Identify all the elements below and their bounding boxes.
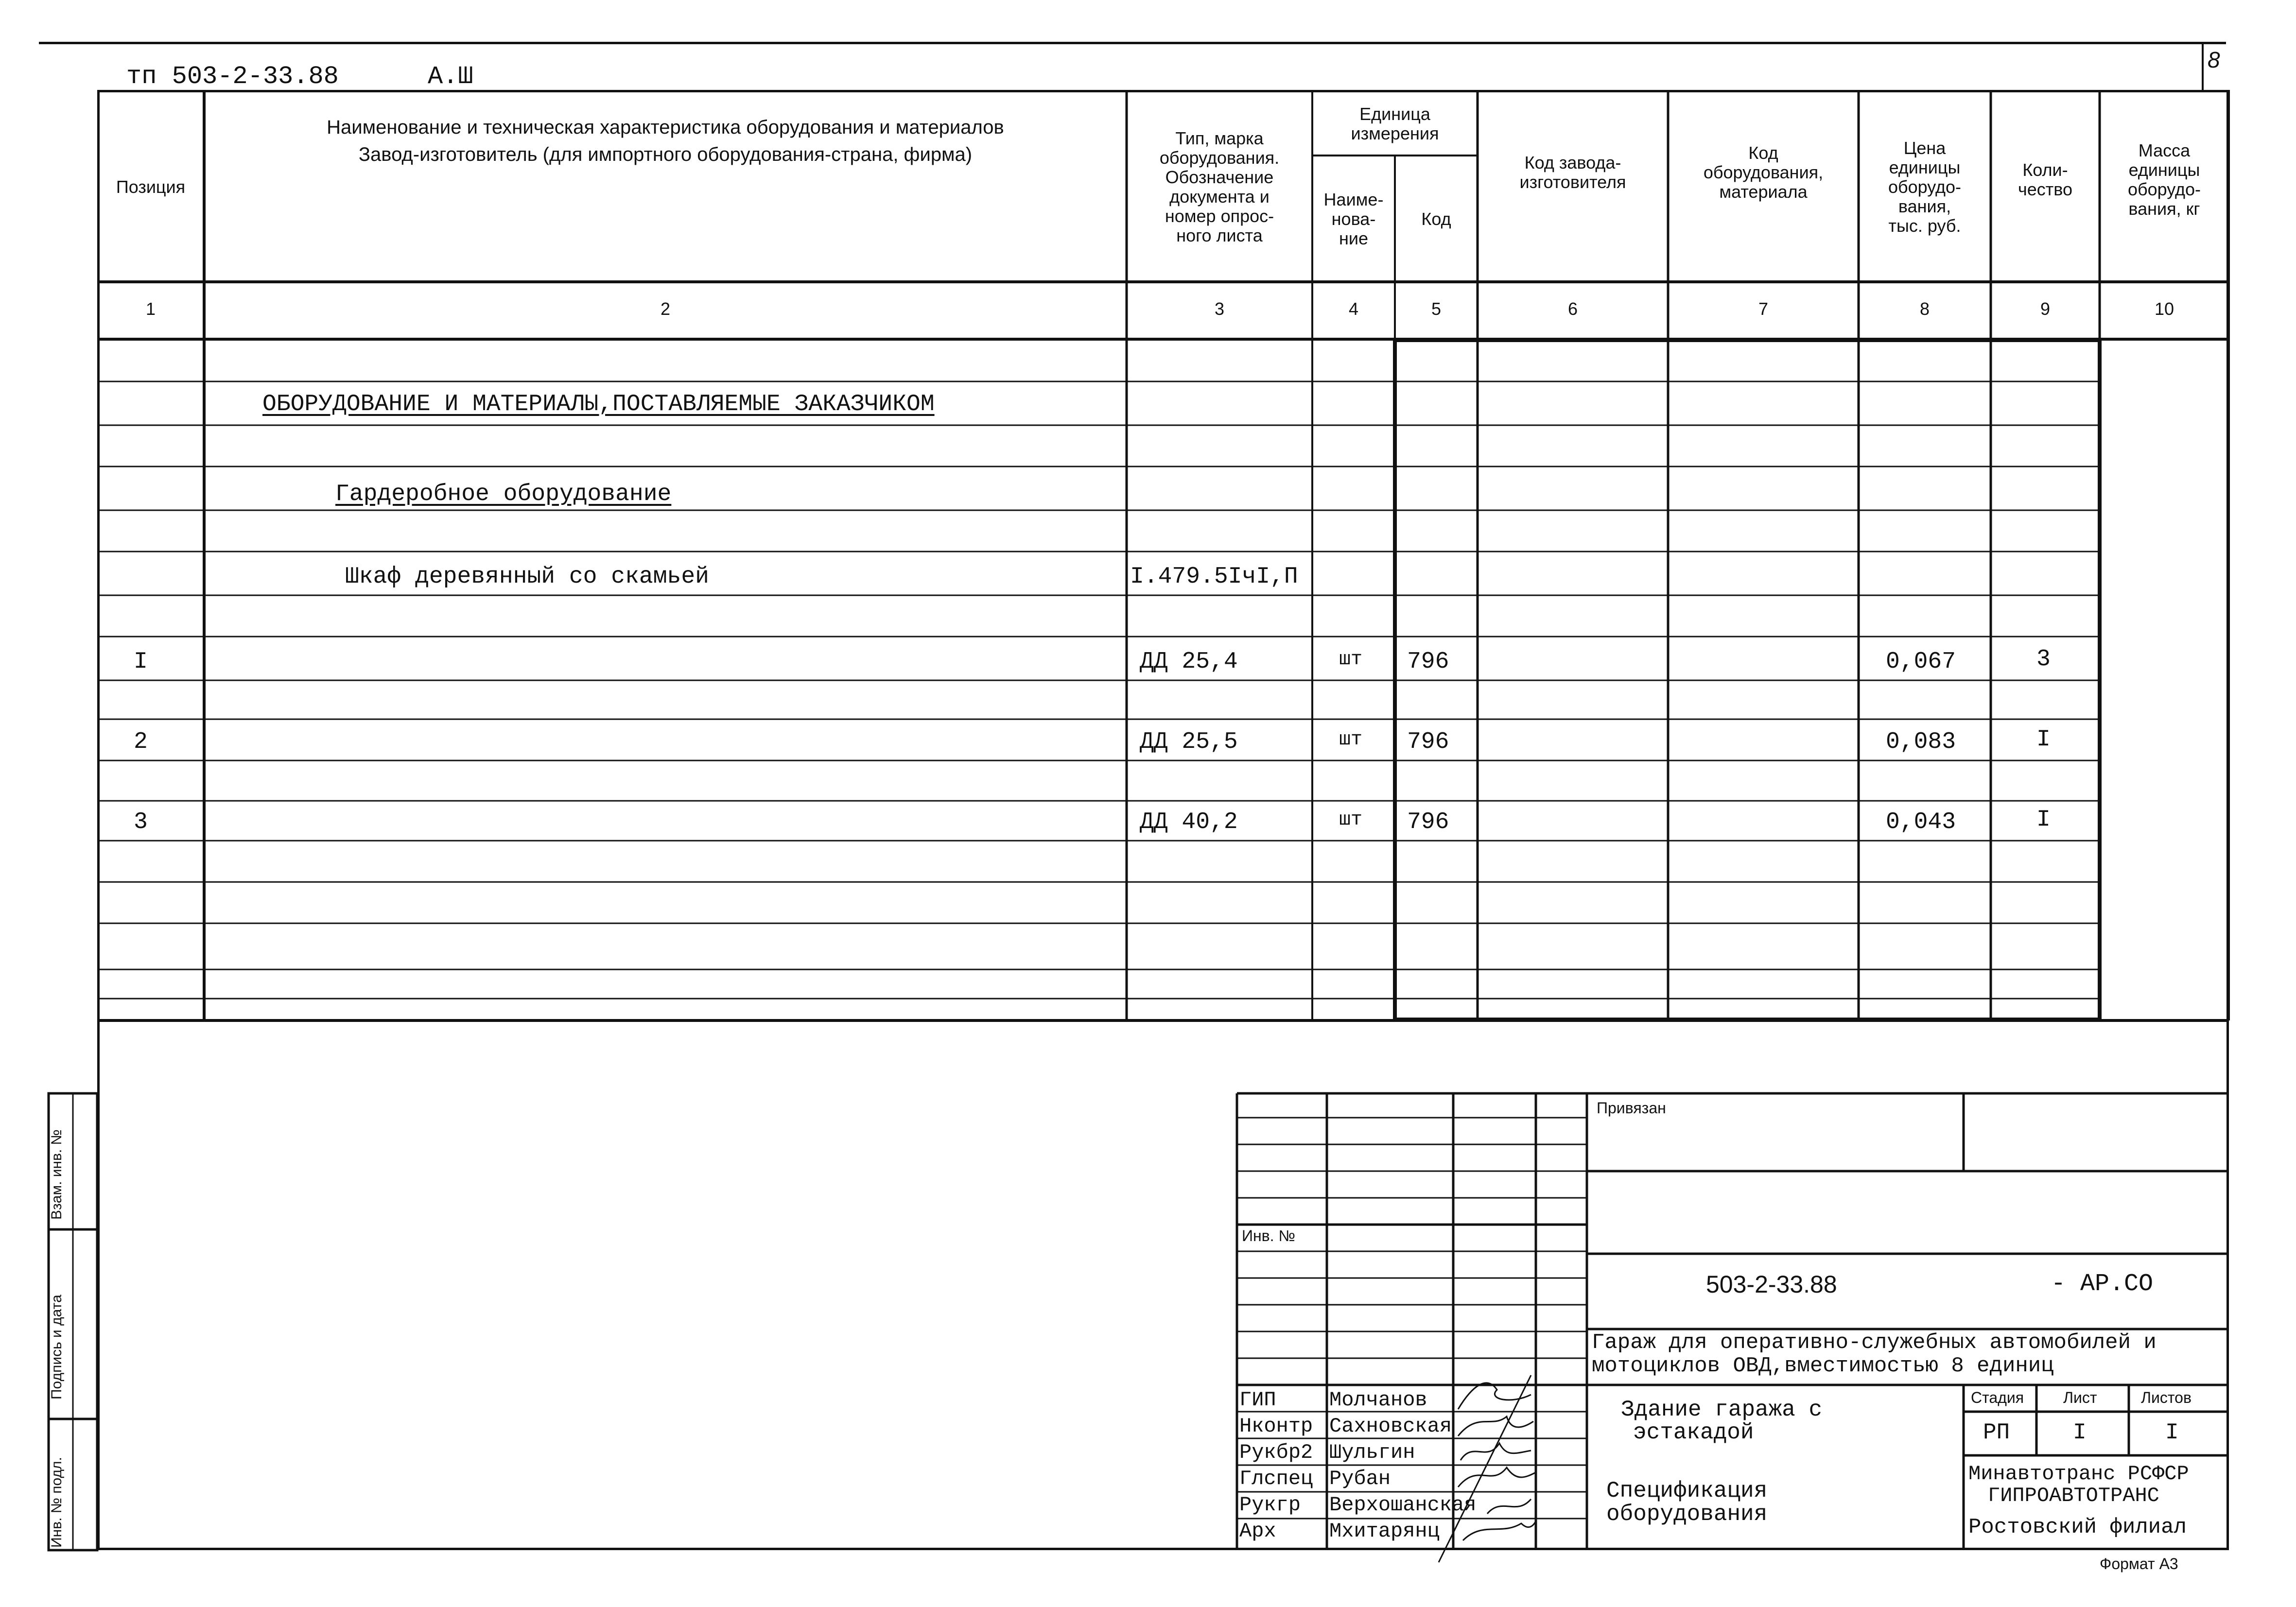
header-equipment-code: Код оборудования, материала <box>1703 143 1824 202</box>
col-number-4: 4 <box>1348 299 1359 319</box>
signer-name: Молчанов <box>1329 1388 1427 1412</box>
original-inventory-label: Инв. № подл. <box>49 1457 65 1548</box>
attached-label: Привязан <box>1597 1099 1666 1117</box>
project-title-line-2: мотоциклов ОВД,вместимостью 8 единиц <box>1592 1354 2054 1378</box>
signer-name: Мхитарянц <box>1329 1520 1440 1543</box>
header-factory-code: Код завода- изготовителя <box>1519 153 1626 192</box>
header-name: Наименование и техническая характеристика оборудования и материалов Завод-изготовитель (для импортного оборудования-страна, фирма) <box>327 117 1004 165</box>
project-title-line-1: Гараж для оперативно-служебных автомобилей и <box>1592 1331 2157 1355</box>
document-code: тп 503-2-33.88 <box>126 62 339 91</box>
row-3-price: 0,043 <box>1886 809 1956 835</box>
header-mass: Масса единицы оборудо- вания, кг <box>2127 140 2201 219</box>
organization-line-1: Минавтотранс РСФСР <box>1968 1462 2189 1486</box>
row-2-type: ДД 25,5 <box>1140 729 1238 755</box>
row-3-quantity: I <box>2036 807 2051 833</box>
col-number-2: 2 <box>660 299 671 319</box>
header-unit-group: Единица измерения <box>1351 104 1439 143</box>
signer-role: Глспец <box>1239 1467 1313 1490</box>
signer-name: Рубан <box>1329 1467 1391 1490</box>
sheet-value: I <box>2073 1420 2087 1445</box>
col-number-5: 5 <box>1431 299 1442 319</box>
signature-scribble <box>1458 1468 1536 1487</box>
sheet-label: Лист <box>2063 1389 2097 1406</box>
header-position: Позиция <box>116 177 186 197</box>
item-name: Шкаф деревянный со скамьей <box>345 564 709 590</box>
signature-scribble <box>1458 1417 1533 1436</box>
signature-scribble <box>1463 1521 1536 1540</box>
col-number-9: 9 <box>2040 299 2051 319</box>
signer-name: Верхошанская <box>1329 1493 1477 1517</box>
row-2-price: 0,083 <box>1886 729 1956 755</box>
signer-role: Рукбр2 <box>1239 1441 1313 1464</box>
title-doc-mark: - АР.СО <box>2051 1270 2154 1298</box>
signer-role: Рукгр <box>1239 1493 1301 1517</box>
col-number-3: 3 <box>1214 299 1225 319</box>
replace-inventory-label: Взам. инв. № <box>49 1129 65 1220</box>
row-1-code: 796 <box>1407 649 1449 675</box>
title-doc-code: 503-2-33.88 <box>1706 1271 1837 1298</box>
signature-scribble <box>1487 1499 1531 1514</box>
row-2-position: 2 <box>134 729 148 755</box>
row-3-unit: шт <box>1339 809 1363 831</box>
sheet-title-line-2: оборудования <box>1606 1502 1768 1527</box>
col-number-7: 7 <box>1758 299 1769 319</box>
signer-role: Арх <box>1239 1520 1276 1543</box>
row-2-unit: шт <box>1339 729 1363 751</box>
section-title: ОБОРУДОВАНИЕ И МАТЕРИАЛЫ,ПОСТАВЛЯЕМЫЕ ЗАКАЗЧИКОМ <box>262 391 935 417</box>
organization-line-2: ГИПРОАВТОТРАНС <box>1988 1484 2159 1507</box>
row-3-type: ДД 40,2 <box>1140 809 1238 835</box>
building-title-line-2: эстакадой <box>1633 1420 1754 1445</box>
row-2-quantity: I <box>2036 726 2051 753</box>
col-number-10: 10 <box>2154 299 2174 319</box>
row-3-position: 3 <box>134 809 148 835</box>
row-2-code: 796 <box>1407 729 1449 755</box>
sheets-value: I <box>2165 1420 2179 1445</box>
format-label: Формат А3 <box>2100 1555 2178 1572</box>
header-quantity: Коли- чество <box>2018 160 2072 199</box>
sheet-title-line-1: Спецификация <box>1606 1478 1768 1503</box>
signature-date-label: Подпись и дата <box>49 1295 65 1400</box>
sheets-label: Листов <box>2141 1389 2192 1406</box>
inventory-number-label: Инв. № <box>1242 1227 1295 1244</box>
signer-name: Сахновская <box>1329 1415 1452 1438</box>
subsection-title: Гардеробное оборудование <box>335 481 672 507</box>
row-1-unit: шт <box>1339 649 1363 671</box>
page-number: 8 <box>2208 47 2220 72</box>
signer-role: Нконтр <box>1239 1415 1313 1438</box>
header-type: Тип, марка оборудования. Обозначение документа и номер опрос- ного листа <box>1159 128 1280 245</box>
col-number-8: 8 <box>1919 299 1930 319</box>
organization-line-3: Ростовский филиал <box>1968 1515 2187 1539</box>
row-1-type: ДД 25,4 <box>1140 649 1238 675</box>
row-1-quantity: 3 <box>2036 646 2051 673</box>
stage-label: Стадия <box>1971 1389 2024 1406</box>
header-price: Цена единицы оборудо- вания, тыс. руб. <box>1888 138 1962 236</box>
row-1-price: 0,067 <box>1886 649 1956 675</box>
signature-stroke <box>1439 1375 1531 1562</box>
building-title-line-1: Здание гаража с <box>1621 1397 1823 1422</box>
col-number-1: 1 <box>145 299 156 319</box>
row-3-code: 796 <box>1407 809 1449 835</box>
stage-value: РП <box>1983 1420 2010 1445</box>
col-number-6: 6 <box>1567 299 1578 319</box>
signer-role: ГИП <box>1239 1388 1276 1412</box>
signer-name: Шульгин <box>1329 1441 1415 1464</box>
item-document: I.479.5IчI,П <box>1130 564 1298 590</box>
row-1-position: I <box>134 649 148 675</box>
album-number: А.Ш <box>428 62 473 91</box>
header-unit-name: Наиме- нова- ние <box>1323 190 1384 248</box>
header-unit-code: Код <box>1421 209 1451 229</box>
